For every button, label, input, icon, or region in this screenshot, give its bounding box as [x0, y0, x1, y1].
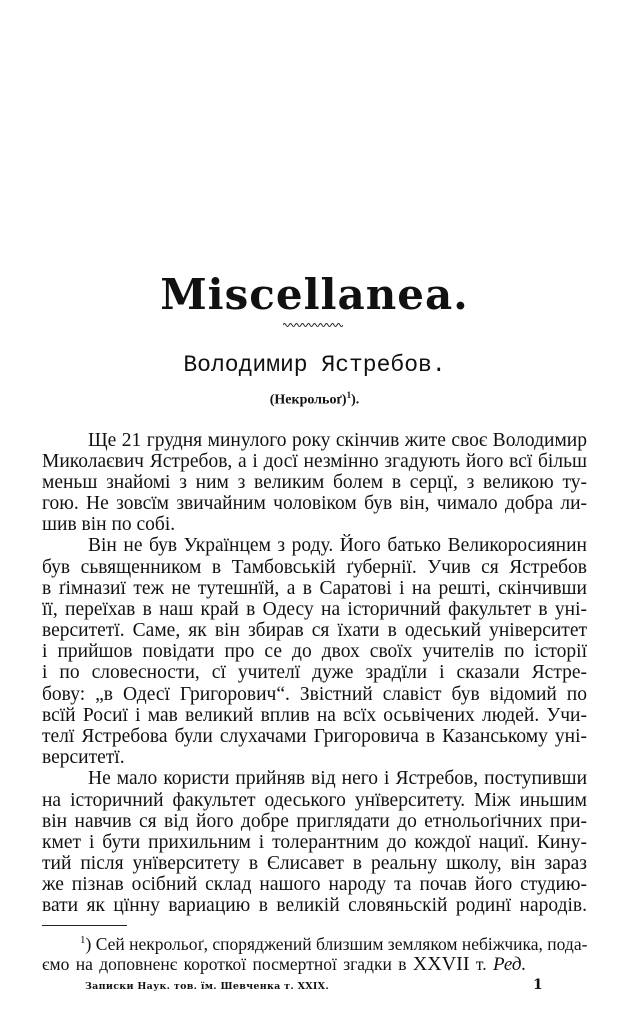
- body-line: в ґімназиї теж не тутешнїй, а в Саратові і на решті, скінчивши: [42, 578, 587, 599]
- body-line: гою. Не зовсїм звичайним чоловіком був він, чимало добра ли-: [42, 493, 587, 514]
- body-line: телї Ястребова були слухачами Григоровича в Казанському уні-: [42, 726, 587, 747]
- footnote-text-1: ) Сей некрольоґ, споряджений близшим земляком небіжчика, пода-: [85, 934, 588, 954]
- body-line: кмет і бути прихильним і толерантним до кождої нациї. Кину-: [42, 832, 587, 853]
- section-title: Miscellanea.: [160, 270, 469, 319]
- footnote-divider: [42, 925, 127, 926]
- footnote-line: [42, 954, 587, 974]
- wavy-divider: [283, 322, 343, 328]
- footnote-volume: XXVII: [412, 953, 470, 975]
- footnote-mark: 1: [80, 934, 86, 947]
- footnote-reference: 1: [346, 390, 352, 400]
- footnote-line: [80, 934, 587, 954]
- body-line: був сьвященником в Тамбовській ґубернії. Учив ся Ястребов: [42, 557, 587, 578]
- article-title: Володимир Ястребов.: [183, 352, 446, 378]
- footnote-text-2: ємо на доповненє короткої посмертної згадки в: [42, 954, 407, 974]
- page-number: 1: [533, 977, 543, 993]
- body-line: її, переїхав в наш край в Одесу на історичний факультет в уні-: [42, 599, 587, 620]
- footnote-editor-mark: Ред.: [492, 954, 527, 975]
- running-footer: Записки Наук. тов. їм. Шевченка т. XXIX.: [85, 981, 329, 992]
- body-line: Не мало користи прийняв від него і Ястребов, поступивши: [88, 768, 587, 789]
- body-line: і прийшов повідати про се до двох своїх учителів по історії: [42, 641, 587, 662]
- body-line: вати як цїнну вариацию в великій словяньскій родинї народів.: [42, 895, 587, 916]
- body-line: на історичний факультет одеського унїверситету. Між иньшим: [42, 790, 587, 811]
- body-line: Миколаєвич Ястребов, а і досї незмінно згадують його всї більш: [42, 451, 587, 472]
- body-line: Він не був Українцем з роду. Його батько Великоросиянин: [88, 535, 587, 556]
- body-line: меньш знайомі з ним з великим болем в серцї, з великою ту-: [42, 472, 587, 493]
- body-line: Ще 21 грудня минулого року скінчив жите своє Володимир: [88, 430, 587, 451]
- article-subtitle: [0, 390, 629, 409]
- body-line: верситетї.: [42, 747, 125, 768]
- footnote-vol-abbr: т.: [475, 954, 487, 974]
- body-line: же пізнав осібний склад нашого народу та почав його студию-: [42, 874, 587, 895]
- body-line: верситетї. Саме, як він збирав ся їхати в одеський університет: [42, 620, 587, 641]
- body-line: тий після унїверситету в Єлисавет в реальну школу, він зараз: [42, 853, 587, 874]
- body-line: він навчив ся від його добре приглядати до етнольоґічних при-: [42, 811, 587, 832]
- body-line: всїй Росиї і мав великий вплив на всїх осьвічених людей. Учи-: [42, 705, 587, 726]
- body-line: бову: „в Одесї Григорович“. Звістний славіст був відомий по: [42, 684, 587, 705]
- article-subtitle-text: (Некрольоґ): [269, 392, 347, 408]
- body-line: шив він по собі.: [42, 514, 176, 535]
- body-line: і по словесности, сї учителї дуже зрадїли і сказали Ястре-: [42, 662, 587, 683]
- article-subtitle-end: ).: [351, 392, 360, 408]
